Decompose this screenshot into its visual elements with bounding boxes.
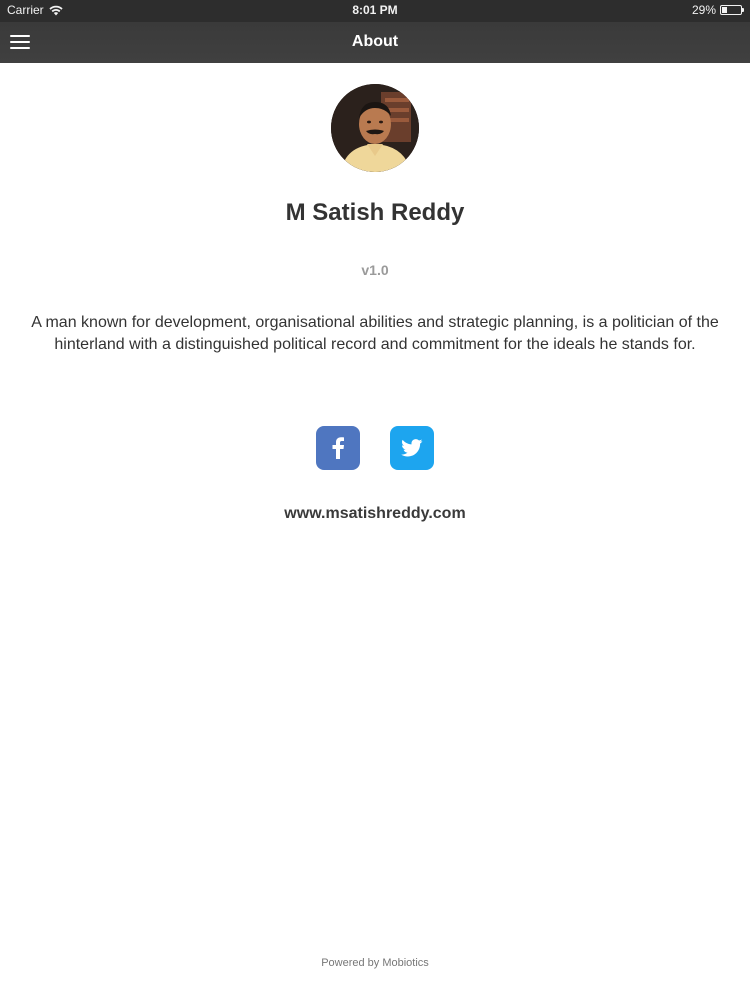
navigation-bar xyxy=(0,22,750,63)
profile-description: A man known for development, organisational abilities and strategic planning, is a politician of the hinterland with a distinguished political record and commitment for the ideals he stands for. xyxy=(31,314,719,353)
footer-credit: Powered by Mobiotics xyxy=(321,957,429,969)
battery-icon xyxy=(720,5,742,15)
profile-photo xyxy=(331,84,419,172)
website-link[interactable]: www.msatishreddy.com xyxy=(284,505,466,522)
twitter-button[interactable] xyxy=(390,426,434,470)
battery-fill xyxy=(722,7,727,13)
app-version: v1.0 xyxy=(361,262,389,278)
clock: 8:01 PM xyxy=(352,3,398,17)
status-bar xyxy=(0,0,750,22)
battery-percent: 29% xyxy=(691,3,716,17)
profile-name: M Satish Reddy xyxy=(285,199,465,226)
carrier-label: Carrier xyxy=(7,3,44,17)
battery-group xyxy=(692,3,742,17)
twitter-icon xyxy=(401,439,423,457)
facebook-button[interactable] xyxy=(316,426,360,470)
page-title: About xyxy=(351,33,399,50)
profile-avatar xyxy=(331,84,419,172)
facebook-icon xyxy=(331,437,345,459)
